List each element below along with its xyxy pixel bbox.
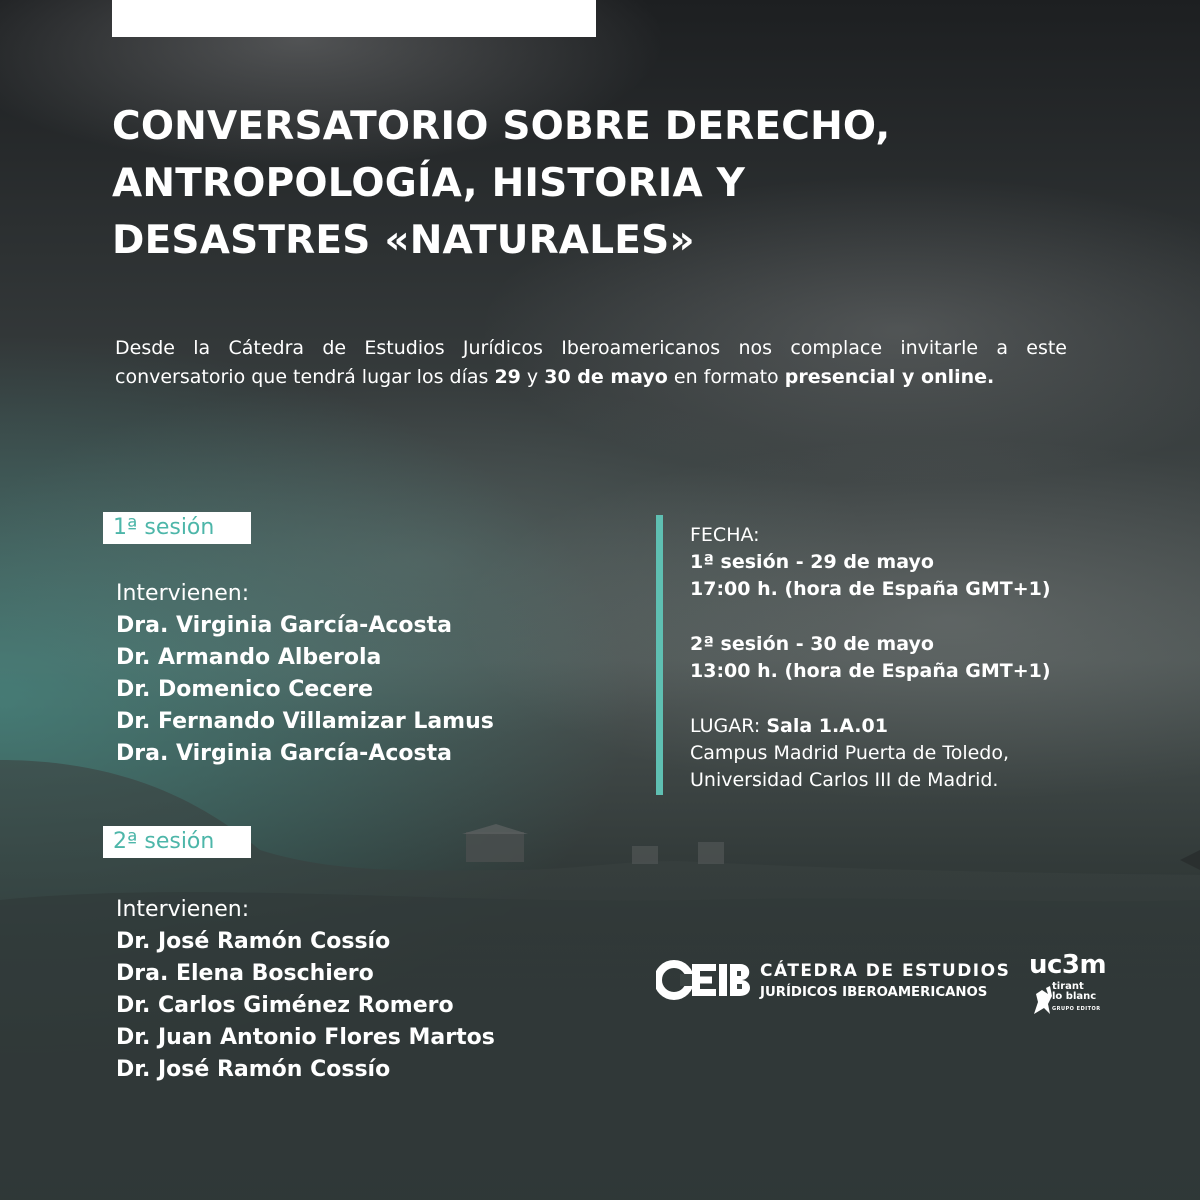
session-2-badge: 2ª sesión xyxy=(103,826,251,858)
tirant-line-1: tirant xyxy=(1052,981,1084,992)
speaker-item: Dra. Elena Boschiero xyxy=(116,961,374,986)
session-1-speakers xyxy=(116,578,616,770)
intro-paragraph xyxy=(115,334,1067,392)
ceib-line-1: CÁTEDRA DE ESTUDIOS xyxy=(760,961,1011,981)
top-white-bar xyxy=(112,0,596,37)
title-line-1: CONVERSATORIO SOBRE DERECHO, xyxy=(112,104,891,149)
uc3m-logo: uc3m xyxy=(1029,950,1107,980)
lugar-address-line-2: Universidad Carlos III de Madrid. xyxy=(690,769,999,791)
speaker-item: Dr. Armando Alberola xyxy=(116,645,382,670)
info-divider xyxy=(656,515,663,795)
intro-text-1: Desde la Cátedra de Estudios Jurídicos Iberoamericanos nos complace invitarle a este conversatorio que tendrá lugar los días xyxy=(115,337,1067,388)
intro-text-3: en formato xyxy=(667,366,785,388)
page-title xyxy=(112,98,1112,269)
tirant-sub: GRUPO EDITOR xyxy=(1052,1006,1101,1012)
speaker-item: Dr. Carlos Giménez Romero xyxy=(116,993,454,1018)
event-info xyxy=(690,522,1170,794)
title-line-2: ANTROPOLOGÍA, HISTORIA Y xyxy=(112,161,746,206)
session-2-date: 2ª sesión - 30 de mayo xyxy=(690,633,934,655)
session-2-speakers-label: Intervienen: xyxy=(116,897,250,922)
session-2-speakers xyxy=(116,894,616,1086)
intro-dates: 30 de mayo xyxy=(544,366,668,388)
session-1-date: 1ª sesión - 29 de mayo xyxy=(690,551,934,573)
intro-format: presencial y online. xyxy=(784,366,995,388)
speaker-item: Dr. Domenico Cecere xyxy=(116,677,374,702)
session-1-time: 17:00 h. (hora de España GMT+1) xyxy=(690,578,1051,600)
speaker-item: Dr. José Ramón Cossío xyxy=(116,1057,391,1082)
tirant-logo-text xyxy=(1052,982,1101,1014)
speaker-item: Dra. Virginia García-Acosta xyxy=(116,613,452,638)
tirant-line-2: lo blanc xyxy=(1052,991,1097,1002)
session-1-badge: 1ª sesión xyxy=(103,512,251,544)
ceib-logo-icon xyxy=(656,960,752,1000)
intro-day-1: 29 xyxy=(494,366,521,388)
lugar-address-line-1: Campus Madrid Puerta de Toledo, xyxy=(690,742,1010,764)
speaker-item: Dr. José Ramón Cossío xyxy=(116,929,391,954)
lugar-label: LUGAR: xyxy=(690,715,761,737)
session-2-speaker-list xyxy=(116,926,616,1086)
speaker-item: Dra. Virginia García-Acosta xyxy=(116,741,452,766)
sponsor-logos xyxy=(656,950,1116,1020)
intro-text-2: y xyxy=(520,366,545,388)
lugar-room: Sala 1.A.01 xyxy=(766,715,888,737)
speaker-item: Dr. Fernando Villamizar Lamus xyxy=(116,709,494,734)
session-1-speakers-label: Intervienen: xyxy=(116,581,250,606)
fecha-label: FECHA: xyxy=(690,524,760,546)
ceib-logo-text xyxy=(760,960,1011,1004)
session-2-time: 13:00 h. (hora de España GMT+1) xyxy=(690,660,1051,682)
session-1-speaker-list xyxy=(116,610,616,770)
title-line-3: DESASTRES «NATURALES» xyxy=(112,218,695,263)
speaker-item: Dr. Juan Antonio Flores Martos xyxy=(116,1025,495,1050)
ceib-line-2: JURÍDICOS IBEROAMERICANOS xyxy=(760,985,988,1000)
